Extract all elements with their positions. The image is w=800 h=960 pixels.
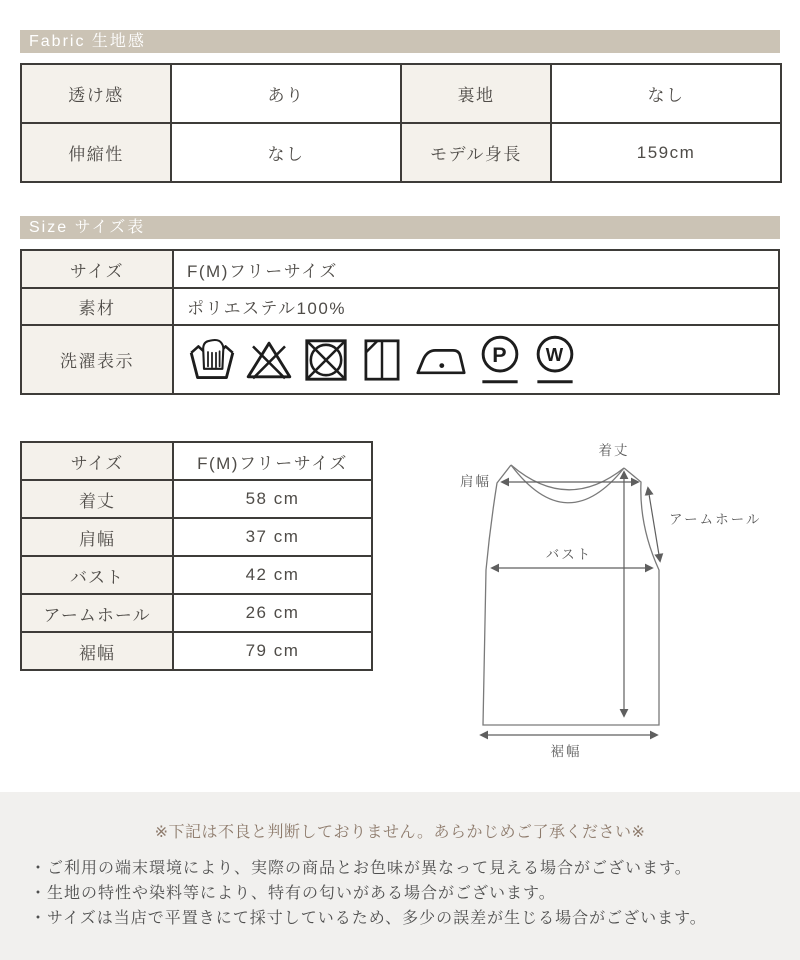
fabric-value-sheerness: あり bbox=[171, 64, 401, 123]
fabric-label-lining: 裏地 bbox=[401, 64, 551, 123]
svg-text:P: P bbox=[492, 342, 508, 367]
iron-low-heat-icon bbox=[414, 336, 468, 384]
fabric-table bbox=[20, 63, 782, 183]
table-row bbox=[21, 518, 372, 556]
size-section-header bbox=[20, 216, 780, 239]
do-not-bleach-icon bbox=[245, 336, 293, 384]
svg-text:W: W bbox=[545, 344, 565, 366]
measure-value-length: 58 cm bbox=[173, 480, 372, 518]
measure-label-length: 着丈 bbox=[21, 480, 173, 518]
garment-measurement-diagram bbox=[401, 435, 773, 772]
disclaimer-item: ・ご利用の端末環境により、実際の商品とお色味が異なって見える場合がございます。 bbox=[30, 860, 692, 877]
table-row bbox=[21, 632, 372, 670]
disclaimer-section bbox=[0, 792, 800, 960]
garment-outline bbox=[483, 465, 659, 725]
measure-label-armhole: アームホール bbox=[21, 594, 173, 632]
measurements-table bbox=[20, 441, 373, 671]
size-section-title: Size サイズ表 bbox=[29, 219, 146, 236]
spec-value-size: F(M)フリーサイズ bbox=[173, 250, 779, 288]
diagram-label-armhole: アームホール bbox=[669, 512, 762, 527]
fabric-section-title: Fabric 生地感 bbox=[29, 33, 146, 50]
spec-label-material: 素材 bbox=[21, 288, 173, 325]
disclaimer-title: ※下記は不良と判断しておりません。あらかじめご了承ください※ bbox=[154, 824, 646, 841]
table-row bbox=[21, 64, 781, 123]
care-label: 洗濯表示 bbox=[21, 325, 173, 394]
table-row bbox=[21, 288, 779, 325]
table-row bbox=[21, 594, 372, 632]
measure-label-hem: 裾幅 bbox=[21, 632, 173, 670]
table-row bbox=[21, 480, 372, 518]
diagram-label-length: 着丈 bbox=[598, 443, 630, 458]
fabric-value-model-height: 159cm bbox=[551, 123, 781, 182]
hand-wash-icon bbox=[188, 336, 236, 384]
table-row bbox=[21, 123, 781, 182]
size-spec-table bbox=[20, 249, 780, 395]
measurements-section bbox=[20, 441, 780, 772]
diagram-label-shoulder: 肩幅 bbox=[460, 474, 491, 489]
table-row bbox=[21, 250, 779, 288]
diagram-label-bust: バスト bbox=[545, 547, 593, 562]
wet-clean-w-gentle-icon bbox=[532, 333, 578, 386]
fabric-label-sheerness: 透け感 bbox=[21, 64, 171, 123]
spec-label-size: サイズ bbox=[21, 250, 173, 288]
tank-top-diagram bbox=[401, 435, 773, 767]
care-symbols bbox=[187, 331, 777, 388]
measure-label-size: サイズ bbox=[21, 442, 173, 480]
measure-value-shoulder: 37 cm bbox=[173, 518, 372, 556]
measure-value-bust: 42 cm bbox=[173, 556, 372, 594]
measure-value-armhole: 26 cm bbox=[173, 594, 372, 632]
table-row bbox=[21, 556, 372, 594]
fabric-value-lining: なし bbox=[551, 64, 781, 123]
fabric-section-header bbox=[20, 30, 780, 53]
disclaimer-list bbox=[30, 856, 780, 931]
measure-value-hem: 79 cm bbox=[173, 632, 372, 670]
do-not-tumble-dry-icon bbox=[302, 336, 350, 384]
measure-label-shoulder: 肩幅 bbox=[21, 518, 173, 556]
dry-clean-p-gentle-icon bbox=[477, 333, 523, 386]
disclaimer-item: ・生地の特性や染料等により、特有の匂いがある場合がございます。 bbox=[30, 885, 556, 902]
table-row bbox=[21, 325, 779, 394]
diagram-labels bbox=[460, 442, 761, 759]
care-symbols-cell bbox=[173, 325, 779, 394]
line-dry-in-shade-icon bbox=[359, 336, 405, 384]
fabric-value-stretch: なし bbox=[171, 123, 401, 182]
measure-value-size: F(M)フリーサイズ bbox=[173, 442, 372, 480]
diagram-label-hem: 裾幅 bbox=[550, 744, 582, 759]
measure-arrows bbox=[481, 472, 660, 735]
fabric-label-stretch: 伸縮性 bbox=[21, 123, 171, 182]
disclaimer-item: ・サイズは当店で平置きにて採寸しているため、多少の誤差が生じる場合がございます。 bbox=[30, 910, 707, 927]
spec-value-material: ポリエステル100% bbox=[173, 288, 779, 325]
fabric-label-model-height: モデル身長 bbox=[401, 123, 551, 182]
table-row bbox=[21, 442, 372, 480]
measure-label-bust: バスト bbox=[21, 556, 173, 594]
